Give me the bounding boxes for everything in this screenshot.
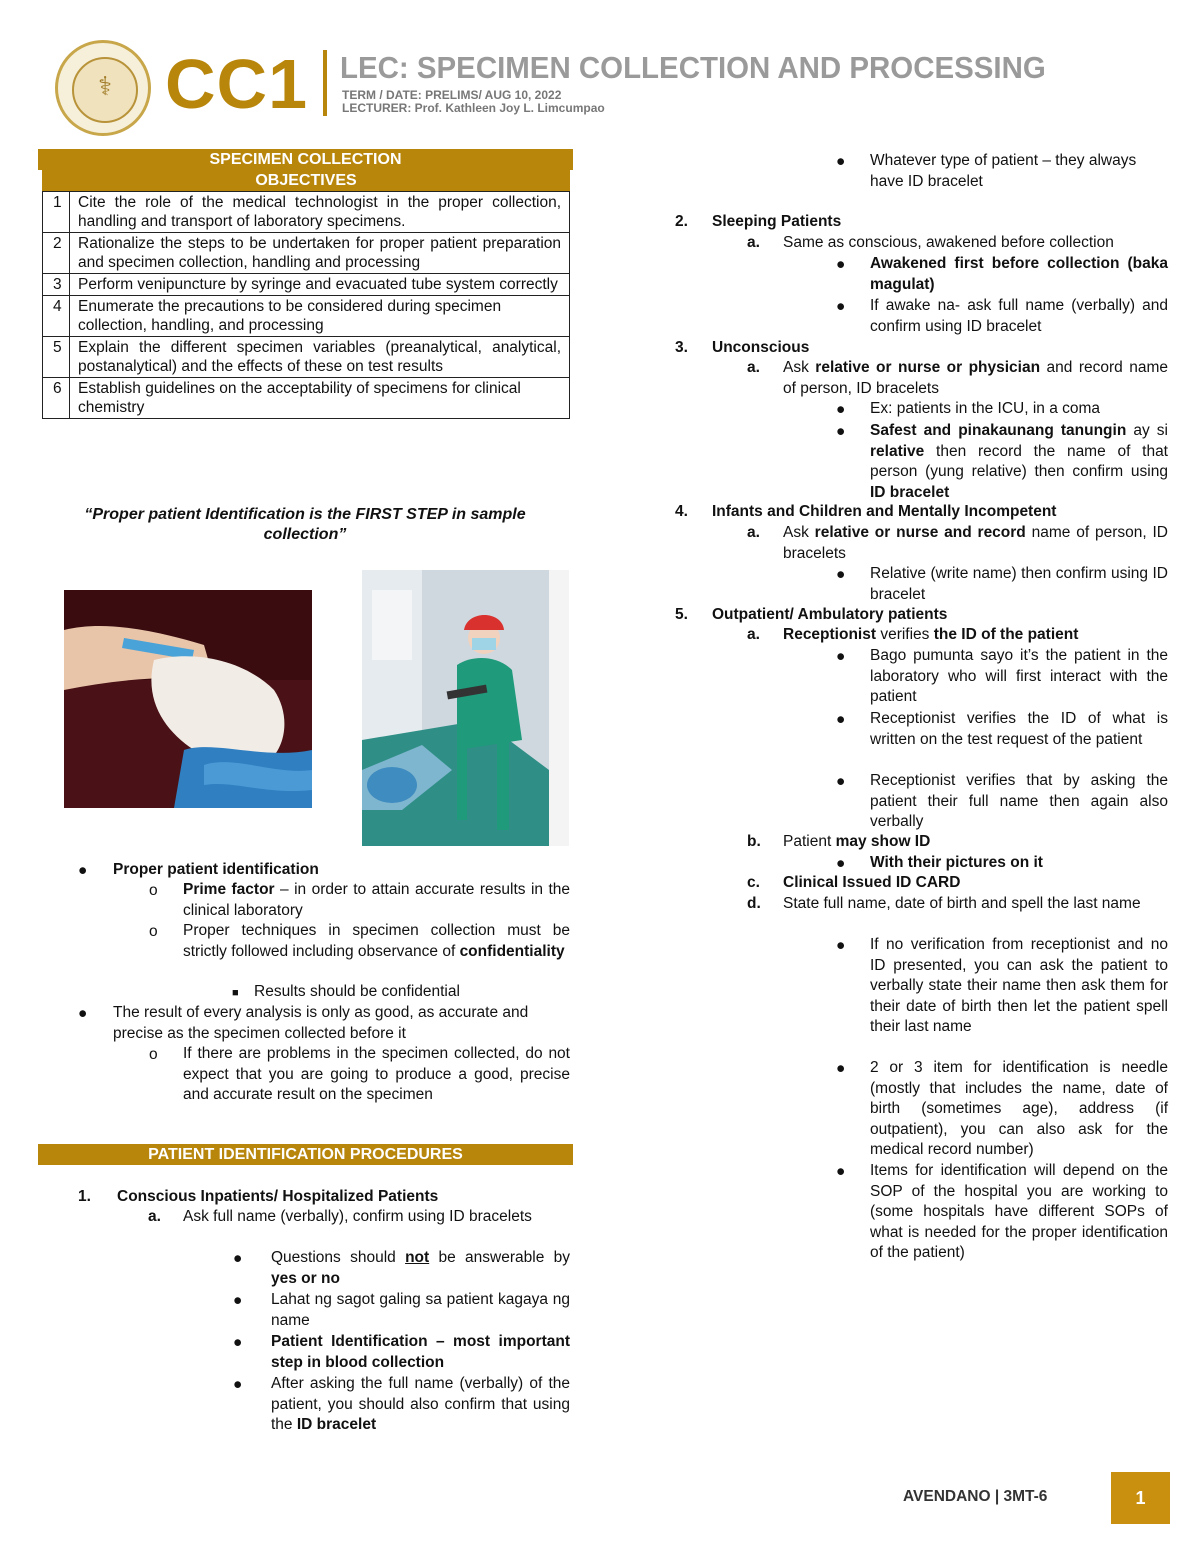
list-number: 4. <box>675 503 688 520</box>
list-letter: c. <box>747 874 760 891</box>
page-title: LEC: SPECIMEN COLLECTION AND PROCESSING <box>340 50 1046 85</box>
bullet-icon: ● <box>836 937 846 954</box>
state-full-name-note: State full name, date of birth and spell the last name <box>783 895 1141 912</box>
list-letter: a. <box>747 626 760 643</box>
header-divider <box>323 50 327 116</box>
bullet-icon: ● <box>78 862 88 879</box>
objective-number: 1 <box>43 192 70 233</box>
bullet-icon: ● <box>836 648 846 665</box>
whatever-type-note: Whatever type of patient – they always have ID bracelet <box>870 152 1137 190</box>
list-letter: a. <box>747 359 760 376</box>
sleeping-patients-title: Sleeping Patients <box>712 213 842 230</box>
circle-bullet-icon: o <box>149 923 158 940</box>
table-row <box>43 296 570 337</box>
bullet-icon: ● <box>836 153 846 170</box>
no-verification-note: If no verification from receptionist and no ID presented, you can ask the patient to verbally state their name then ask them for their date of birth then let the patient spell their last name <box>870 936 1168 1035</box>
objective-text: Rationalize the steps to be undertaken for proper patient preparation and specimen collection, handling and processing <box>70 233 570 274</box>
table-row <box>43 274 570 296</box>
same-as-conscious-note: Same as conscious, awakened before collection <box>783 234 1114 251</box>
objective-text: Establish guidelines on the acceptability of specimens for clinical chemistry <box>70 378 570 419</box>
bullet-icon: ● <box>836 711 846 728</box>
objective-number: 3 <box>43 274 70 296</box>
author-footer: AVENDANO | 3MT-6 <box>903 1488 1048 1505</box>
with-pictures-note: With their pictures on it <box>870 854 1043 871</box>
questions-note: Questions should not be answerable by yes or no <box>271 1249 570 1287</box>
list-number: 3. <box>675 339 688 356</box>
table-row <box>43 337 570 378</box>
bullet-icon: ● <box>233 1376 243 1393</box>
circle-bullet-icon: o <box>149 1046 158 1063</box>
page-number: 1 <box>1111 1472 1170 1524</box>
clinical-id-card-note: Clinical Issued ID CARD <box>783 874 961 891</box>
list-letter: a. <box>148 1208 161 1225</box>
objective-number: 6 <box>43 378 70 419</box>
objective-number: 2 <box>43 233 70 274</box>
list-number: 1. <box>78 1188 91 1205</box>
ask-full-name-note: Ask full name (verbally), confirm using ID bracelets <box>183 1208 532 1225</box>
specimen-collection-heading: SPECIMEN COLLECTION <box>38 149 573 170</box>
bullet-icon: ● <box>836 1163 846 1180</box>
proper-techniques-note: Proper techniques in specimen collection must be strictly followed including observance of confidentiality <box>183 922 570 960</box>
bullet-icon: ● <box>78 1005 88 1022</box>
list-letter: d. <box>747 895 761 912</box>
bullet-icon: ● <box>836 401 846 418</box>
may-show-id-note: Patient may show ID <box>783 833 931 850</box>
unconscious-title: Unconscious <box>712 339 810 356</box>
term-date: TERM / DATE: PRELIMS/ AUG 10, 2022 <box>342 88 562 102</box>
list-letter: b. <box>747 833 761 850</box>
course-code: CC1 <box>165 45 309 123</box>
foundation-seal-logo <box>55 40 151 136</box>
objectives-table <box>42 191 570 419</box>
lahat-note: Lahat ng sagot galing sa patient kagaya ng name <box>271 1291 570 1329</box>
relative-write-name-note: Relative (write name) then confirm using ID bracelet <box>870 565 1168 603</box>
receptionist-verifies-note: Receptionist verifies the ID of the patient <box>783 626 1079 643</box>
bullet-icon: ● <box>233 1250 243 1267</box>
icu-example-note: Ex: patients in the ICU, in a coma <box>870 400 1101 417</box>
bullet-icon: ● <box>836 566 846 583</box>
table-row <box>43 233 570 274</box>
identification-quote: “Proper patient Identification is the FIRST STEP in sample collection” <box>84 506 526 543</box>
bullet-icon: ● <box>836 256 846 273</box>
confirm-bracelet-note: After asking the full name (verbally) of the patient, you should also confirm that using the ID bracelet <box>271 1375 570 1433</box>
list-number: 5. <box>675 606 688 623</box>
awakened-first-note: Awakened first before collection (baka magulat) <box>870 255 1168 293</box>
list-number: 2. <box>675 213 688 230</box>
list-letter: a. <box>747 524 760 541</box>
bullet-icon: ● <box>836 423 846 440</box>
table-row <box>43 378 570 419</box>
table-row <box>43 192 570 233</box>
infants-children-title: Infants and Children and Mentally Incompetent <box>712 503 1057 520</box>
bullet-icon: ● <box>836 855 846 872</box>
objective-text: Explain the different specimen variables (preanalytical, analytical, postanalytical) and the effects of these on test results <box>70 337 570 378</box>
objective-text: Perform venipuncture by syringe and evacuated tube system correctly <box>70 274 570 296</box>
items-sop-note: Items for identification will depend on the SOP of the hospital you are working to (some hospitals have different SOPs of what is needed for the proper identification of the patient) <box>870 1162 1168 1261</box>
specimen-problems-note: If there are problems in the specimen collected, do not expect that you are going to produce a good, precise and accurate result on the specimen <box>183 1045 570 1103</box>
bullet-icon: ● <box>836 298 846 315</box>
objective-text: Enumerate the precautions to be considered during specimen collection, handling, and processing <box>70 296 570 337</box>
conscious-inpatients-title: Conscious Inpatients/ Hospitalized Patients <box>117 1188 439 1205</box>
receptionist-asking-note: Receptionist verifies that by asking the patient their full name then again also verbally <box>870 772 1168 830</box>
bullet-proper-identification: Proper patient identification <box>113 861 319 878</box>
safest-note: Safest and pinakaunang tanungin ay si relative then record the name of that person (yung relative) then confirm using ID bracelet <box>870 422 1168 501</box>
objective-number: 4 <box>43 296 70 337</box>
objective-text: Cite the role of the medical technologist in the proper collection, handling and transport of laboratory specimens. <box>70 192 570 233</box>
receptionist-id-note: Receptionist verifies the ID of what is written on the test request of the patient <box>870 710 1168 748</box>
caduceus-icon: ⚕ <box>97 72 113 102</box>
two-or-three-items-note: 2 or 3 item for identification is needle (mostly that includes the name, date of birth (sometimes age), address (if outpatient), you can also ask for the medical record number) <box>870 1059 1168 1158</box>
lecturer: LECTURER: Prof. Kathleen Joy L. Limcumpao <box>342 101 605 115</box>
ask-relative-note: Ask relative or nurse or physician and record name of person, ID bracelets <box>783 359 1168 397</box>
id-bracelet-photo <box>64 590 312 808</box>
objectives-heading: OBJECTIVES <box>42 170 570 191</box>
objective-number: 5 <box>43 337 70 378</box>
bullet-icon: ● <box>836 1060 846 1077</box>
square-bullet-icon: ■ <box>232 987 239 999</box>
outpatient-title: Outpatient/ Ambulatory patients <box>712 606 948 623</box>
prime-factor-note: Prime factor – in order to attain accurate results in the clinical laboratory <box>183 881 571 919</box>
list-letter: a. <box>747 234 760 251</box>
ask-relative-nurse-note: Ask relative or nurse and record name of person, ID bracelets <box>783 524 1168 562</box>
circle-bullet-icon: o <box>149 882 158 899</box>
bullet-icon: ● <box>233 1334 243 1351</box>
most-important-step-note: Patient Identification – most important step in blood collection <box>271 1333 570 1371</box>
result-quality-note: The result of every analysis is only as good, as accurate and precise as the specimen collected before it <box>113 1004 529 1042</box>
if-awake-note: If awake na- ask full name (verbally) and confirm using ID bracelet <box>870 297 1168 335</box>
bago-pumunta-note: Bago pumunta sayo it’s the patient in the laboratory who will first interact with the patient <box>870 647 1168 705</box>
patient-identification-heading: PATIENT IDENTIFICATION PROCEDURES <box>38 1144 573 1165</box>
nurse-patient-photo <box>362 570 549 846</box>
photo-watermark-strip <box>549 570 569 846</box>
bullet-icon: ● <box>836 773 846 790</box>
confidential-note: Results should be confidential <box>254 983 460 1000</box>
bullet-icon: ● <box>233 1292 243 1309</box>
